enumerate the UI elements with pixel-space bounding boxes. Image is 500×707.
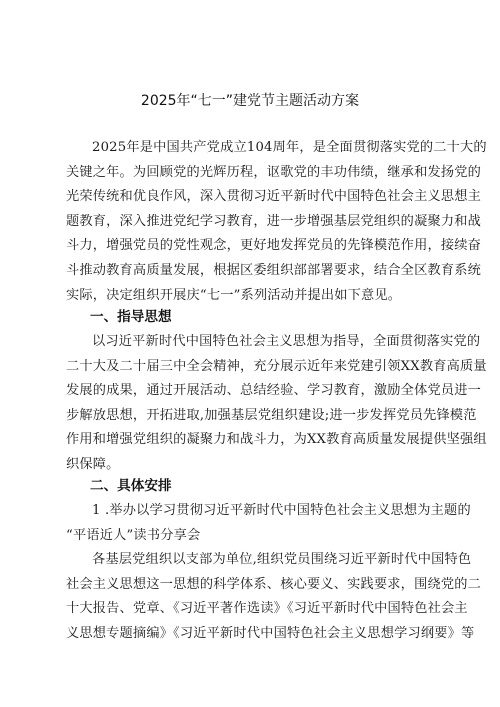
- item1-title-line: 1 .举办以学习贯彻习近平新时代中国特色社会主义思想为主题的: [92, 503, 471, 518]
- intro-paragraph: [66, 136, 487, 308]
- intro-line: 2025年是中国共产党成立104周年，是全面贯彻落实党的二十大的: [92, 140, 487, 155]
- intro-line: 关键之年。为回顾党的光辉历程，讴歌党的丰功伟绩，继承和发扬党的: [66, 164, 482, 180]
- section1-line: 作用和增强党组织的凝聚力和战斗力，为XX教育高质量发展提供坚强组: [66, 432, 487, 448]
- section-heading-guiding-ideology: 一、指导思想: [90, 309, 172, 325]
- item1-body-line: 义思想专题摘编》《习近平新时代中国特色社会主义思想学习纲要》等: [66, 625, 475, 641]
- section1-line: 步解放思想，开拓进取,加强基层党组织建设;进一步发挥党员先锋模范: [66, 407, 477, 423]
- item1-body-line: 十大报告、党章、《习近平著作选读》《习近平新时代中国特色社会主: [66, 601, 468, 617]
- section-heading-arrangements: 二、具体安排: [90, 478, 172, 494]
- item1-title: [66, 499, 471, 548]
- intro-line: 实际，决定组织开展庆“七一”系列活动并提出如下意见。: [66, 287, 402, 303]
- item1-body-line: 各基层党组织以支部为单位,组织党员围绕习近平新时代中国特色: [92, 552, 472, 567]
- intro-line: 斗力，增强党员的党性观念，更好地发挥党员的先锋模范作用，接续奋: [66, 238, 482, 254]
- intro-line: 题教育，深入推进党纪学习教育，进一步增强基层党组织的凝聚力和战: [66, 213, 482, 229]
- page-title: 2025年“七一”建党节主题活动方案: [140, 93, 360, 109]
- intro-line: 斗推动教育高质量发展，根据区委组织部部署要求，结合全区教育系统: [66, 262, 482, 278]
- section1-line: 织保障。: [66, 456, 120, 472]
- section1-line: 发展的成果，通过开展活动、总结经验、学习教育，激励全体党员进一: [66, 383, 482, 399]
- intro-line: 光荣传统和优良作风，深入贯彻习近平新时代中国特色社会主义思想主: [66, 189, 482, 205]
- item1-title-line: “平语近人”读书分享会: [66, 527, 201, 543]
- item1-body: [66, 548, 482, 646]
- section1-line: 二十大及二十届三中全会精神，充分展示近年来党建引领XX教育高质量: [66, 358, 487, 374]
- section1-line: 以习近平新时代中国特色社会主义思想为指导，全面贯彻落实党的: [92, 334, 481, 349]
- item1-body-line: 社会主义思想这一思想的科学体系、核心要义、实践要求，围绕党的二: [66, 576, 482, 592]
- guiding-ideology-paragraph: [66, 330, 487, 478]
